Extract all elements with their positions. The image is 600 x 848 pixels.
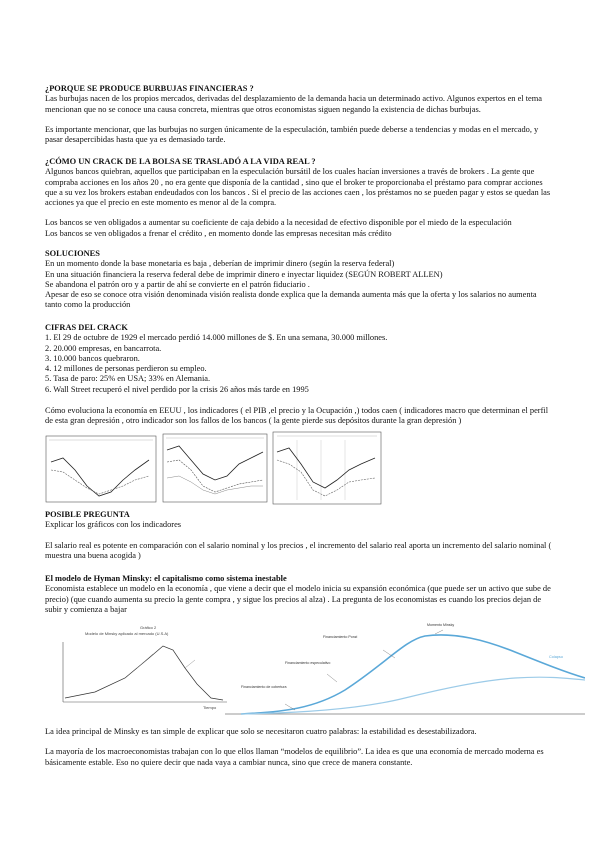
bubbles-paragraph-1: Las burbujas nacen de los propios mercados, derivadas del desplazamiento de la demanda hacia un determinado activo. Algunos expertos en el tema mencionan que no se conoce una causa concreta, mientras que otros economistas siguen negando la existencia de dichas burbujas. — [45, 94, 542, 114]
possible-question-section — [45, 510, 555, 561]
solutions-section — [45, 249, 555, 311]
minsky-chart-title: Modelo de Minsky aplicado al mercado (U.S.A) — [85, 631, 169, 636]
solutions-line: En un momento donde la base monetaria es baja , deberían de imprimir dinero (según la reserva federal) — [45, 259, 395, 269]
minsky-conclusion-section — [45, 727, 555, 768]
hedge-financing-label: Financiamiento de cobertura — [241, 685, 287, 689]
minsky-equilibrium-paragraph: La mayoría de los macroeconomistas trabajan con lo que ellos llaman “modelos de equilibrio”. La idea es que una economía de mercado moderna es básicamente estable. Eso no quiere decir que nada vaya a cambiar nunca, sino que crece de manera constante. — [45, 747, 544, 767]
minsky-cycle-curve — [241, 635, 585, 714]
chart-1-frame — [46, 436, 156, 502]
chart-1-line-b — [51, 470, 149, 494]
indicator-chart-3 — [273, 432, 381, 504]
crack-paragraph-1: Algunos bancos quiebran, aquellos que participaban en la especulación bursátil de los cuales hacían inversiones a través de brokers . La gente que compraba acciones en los años 20 , no era gente que disponía de la cantidad , sino que el broker te proporcionaba el préstamo para comprar acciones que a su vez los brokers estaban endeudados con los bancos . Si el precio de las acciones caen , los préstamos no se pueden pagar y estos se quedan las acciones ya que el precio en este momento es menor al de la compra. — [45, 167, 551, 208]
chart-3-line-b — [277, 460, 375, 496]
possible-question-paragraph: El salario real es potente en comparación con el salario nominal y los precios , el incremento del salario real aporta un incremento del salario nominal ( muestra una buena acogida ) — [45, 540, 552, 560]
chart-3-line-a — [277, 448, 375, 488]
minsky-chart-left — [63, 625, 227, 710]
indicator-chart-1 — [46, 436, 156, 502]
crack-figure-item: 2. 20.000 empresas, en bancarrota. — [45, 343, 162, 353]
collapse-label: Colapso — [549, 655, 563, 659]
crack-figure-item: 4. 12 millones de personas perdieron su empleo. — [45, 364, 207, 374]
possible-question-line: Explicar los gráficos con los indicadores — [45, 520, 182, 530]
ponzi-financing-label: Financiamiento Ponzi — [323, 635, 358, 639]
minsky-figures — [45, 618, 585, 718]
crack-figures-section — [45, 323, 555, 395]
crack-figure-item: 5. Tasa de paro: 25% en USA; 33% en Alemania. — [45, 374, 211, 384]
economy-paragraph: Cómo evoluciona la economía en EEUU , los indicadores ( el PIB ,el precio y la Ocupación ,) todos caen ( indicadores macro que determinan el perfil de esta gran depresión , otro indicador son los fallos de los bancos ( la gente pierde sus depósitos durante la gran depresión ) — [45, 406, 549, 426]
crack-heading: ¿CÓMO UN CRACK DE LA BOLSA SE TRASLADÓ A LA VIDA REAL ? — [45, 157, 316, 166]
minsky-moment-label: Momento Minsky — [427, 623, 455, 627]
crack-figure-item: 6. Wall Street recuperó el nivel perdido por la crisis 26 años más tarde en 1995 — [45, 384, 309, 394]
minsky-idea-paragraph: La idea principal de Minsky es tan simple de explicar que solo se necesitaron cuatro palabras: la estabilidad es desestabilizadora. — [45, 727, 477, 736]
solutions-line: Se abandona el patrón oro y a partir de ahí se convierte en el patrón fiduciario . — [45, 279, 310, 289]
minsky-paragraph: Economista establece un modelo en la economía , que viene a decir que el modelo inicia su expansión económica (que puede ser un activo que sube de precio) (que cuando aumenta su precio la gente compra , y sigue los precios al alza) . La pregunta de los economistas es cuando los precios dejan de subir y comienza a bajar — [45, 584, 551, 614]
chart-1-line-a — [51, 458, 149, 496]
chart-2-line-b — [167, 460, 263, 492]
bubbles-paragraph-2: Es importante mencionar, que las burbujas no surgen únicamente de la especulación, también puede deberse a tendencias y modas en el mercado, y pasar desapercibidas hasta que ya es demasiado tarde. — [45, 124, 539, 145]
bubbles-section — [45, 84, 555, 145]
chart-2-line-c — [167, 476, 263, 494]
crack-paragraph-2: Los bancos se ven obligados a aumentar su coeficiente de caja debido a la necesidad de efectivo disponible por el miedo de la especulación — [45, 218, 512, 228]
indicator-charts — [45, 430, 385, 508]
solutions-line: En una situación financiera la reserva federal debe de imprimir dinero e inyectar liquidez (SEGÚN ROBERT ALLEN) — [45, 269, 443, 279]
bubbles-heading: ¿PORQUE SE PRODUCE BURBUJAS FINANCIERAS ? — [45, 84, 254, 93]
minsky-chart-x-label: Tiempo — [203, 705, 217, 710]
chart-2-line-a — [167, 446, 263, 480]
minsky-chart-curve — [65, 646, 223, 700]
crack-figures-heading: CIFRAS DEL CRACK — [45, 323, 128, 332]
speculative-financing-label: Financiamiento especulativo — [285, 661, 331, 665]
crack-section — [45, 157, 555, 239]
minsky-heading: El modelo de Hyman Minsky: el capitalismo como sistema inestable — [45, 574, 287, 583]
crack-figure-item: 3. 10.000 bancos quebraron. — [45, 353, 140, 363]
chart-3-frame — [273, 432, 381, 504]
economy-section — [45, 406, 555, 427]
solutions-line: Apesar de eso se conoce otra visión denominada visión realista donde explica que la demanda aumenta más que la oferta y los salarios no aumenta tanto como la producción — [45, 290, 537, 310]
minsky-section — [45, 574, 555, 615]
possible-question-heading: POSIBLE PREGUNTA — [45, 510, 130, 519]
crack-paragraph-3: Los bancos se ven obligados a frenar el crédito , en momento donde las empresas necesitan más crédito — [45, 228, 392, 238]
crack-figure-item: 1. El 29 de octubre de 1929 el mercado perdió 14.000 millones de $. En una semana, 30.000 millones. — [45, 333, 388, 343]
indicator-chart-2 — [163, 434, 267, 502]
minsky-chart-right — [225, 623, 585, 714]
minsky-chart-caption: Gráfico 2 — [140, 625, 157, 630]
solutions-heading: SOLUCIONES — [45, 249, 100, 258]
